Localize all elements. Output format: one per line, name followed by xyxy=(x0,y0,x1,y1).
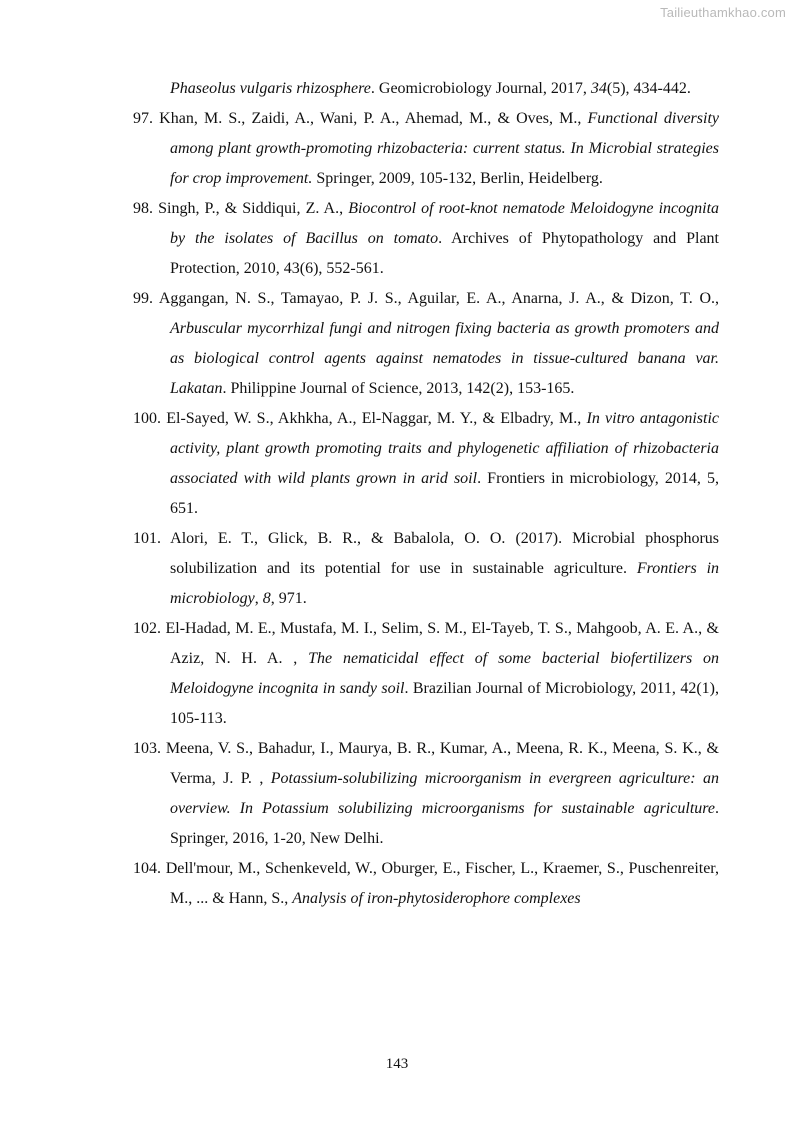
reference-entry xyxy=(133,284,719,404)
reference-italic-text: 8 xyxy=(262,590,271,607)
reference-number: 102. xyxy=(133,620,161,637)
reference-number: 101. xyxy=(133,530,161,547)
reference-italic-text: Arbuscular mycorrhizal fungi and nitrogen fixing bacteria as growth promoters and as biological control agents against nematodes in tissue-cultured banana var. Lakatan xyxy=(170,320,719,397)
reference-italic-text: Analysis of iron-phytosiderophore complexes xyxy=(292,890,581,907)
reference-number: 99. xyxy=(133,290,153,307)
reference-entry xyxy=(133,614,719,734)
reference-entry xyxy=(133,104,719,194)
reference-number: 98. xyxy=(133,200,153,217)
reference-italic-text: 34 xyxy=(590,80,607,97)
reference-text: , 971. xyxy=(270,590,307,607)
reference-number: 103. xyxy=(133,740,161,757)
reference-text: (5), 434-442. xyxy=(606,80,691,97)
reference-text: . Geomicrobiology Journal, 2017, xyxy=(370,80,591,97)
reference-entry xyxy=(133,734,719,854)
reference-number: 100. xyxy=(133,410,161,427)
reference-list xyxy=(133,74,719,914)
reference-text: . Philippine Journal of Science, 2013, 142(2), 153-165. xyxy=(222,380,575,397)
reference-number: 104. xyxy=(133,860,161,877)
reference-text: . Springer, 2016, 1-20, New Delhi. xyxy=(170,800,719,847)
reference-italic-text: Frontiers in microbiology xyxy=(170,560,720,607)
reference-text: Meena, V. S., Bahadur, I., Maurya, B. R., Kumar, A., Meena, R. K., Meena, S. K., & Verma, J. P. , xyxy=(165,740,719,787)
reference-text: , xyxy=(254,590,263,607)
reference-text: Singh, P., & Siddiqui, Z. A., xyxy=(158,200,349,217)
reference-italic-text: The nematicidal effect of some bacterial biofertilizers on Meloidogyne incognita in sandy soil xyxy=(170,650,720,697)
reference-number: 97. xyxy=(133,110,153,127)
page-number: 143 xyxy=(385,1056,409,1072)
reference-italic-text: Functional diversity among plant growth-promoting rhizobacteria: current status. In Microbial strategies for crop improvement. xyxy=(170,110,720,187)
reference-entry xyxy=(133,404,719,524)
reference-italic-text: Phaseolus vulgaris rhizosphere xyxy=(170,80,371,97)
reference-text: Springer, 2009, 105-132, Berlin, Heidelberg. xyxy=(312,170,603,187)
reference-text: El-Hadad, M. E., Mustafa, M. I., Selim, S. M., El-Tayeb, T. S., Mahgoob, A. E. A., & Aziz, N. H. A. , xyxy=(165,620,720,667)
reference-text: . Brazilian Journal of Microbiology, 2011, 42(1), 105-113. xyxy=(170,680,719,727)
reference-text: . Frontiers in microbiology, 2014, 5, 651. xyxy=(170,470,720,517)
reference-italic-text: Biocontrol of root-knot nematode Meloidogyne incognita by the isolates of Bacillus on tomato xyxy=(170,200,720,247)
reference-italic-text: In vitro antagonistic activity, plant growth promoting traits and phylogenetic affiliation of rhizobacteria associated with wild plants grown in arid soil xyxy=(170,410,720,487)
reference-entry xyxy=(133,194,719,284)
reference-entry xyxy=(133,74,719,104)
reference-text: Khan, M. S., Zaidi, A., Wani, P. A., Ahemad, M., & Oves, M., xyxy=(159,110,588,127)
reference-entry xyxy=(133,524,719,614)
reference-text: . Archives of Phytopathology and Plant Protection, 2010, 43(6), 552-561. xyxy=(170,230,720,277)
watermark-text: Tailieuthamkhao.com xyxy=(660,5,786,20)
reference-text: El-Sayed, W. S., Akhkha, A., El-Naggar, M. Y., & Elbadry, M., xyxy=(166,410,587,427)
reference-text: Alori, E. T., Glick, B. R., & Babalola, O. O. (2017). Microbial phosphorus solubilization and its potential for use in sustainable agriculture. xyxy=(170,530,720,577)
reference-italic-text: Potassium-solubilizing microorganism in evergreen agriculture: an overview. In Potassium solubilizing microorganisms for sustainable agriculture xyxy=(170,770,720,817)
reference-text: Dell'mour, M., Schenkeveld, W., Oburger, E., Fischer, L., Kraemer, S., Puschenreiter, M., ... & Hann, S., xyxy=(165,860,719,907)
reference-text: Aggangan, N. S., Tamayao, P. J. S., Aguilar, E. A., Anarna, J. A., & Dizon, T. O., xyxy=(158,290,719,307)
reference-entry xyxy=(133,854,719,914)
